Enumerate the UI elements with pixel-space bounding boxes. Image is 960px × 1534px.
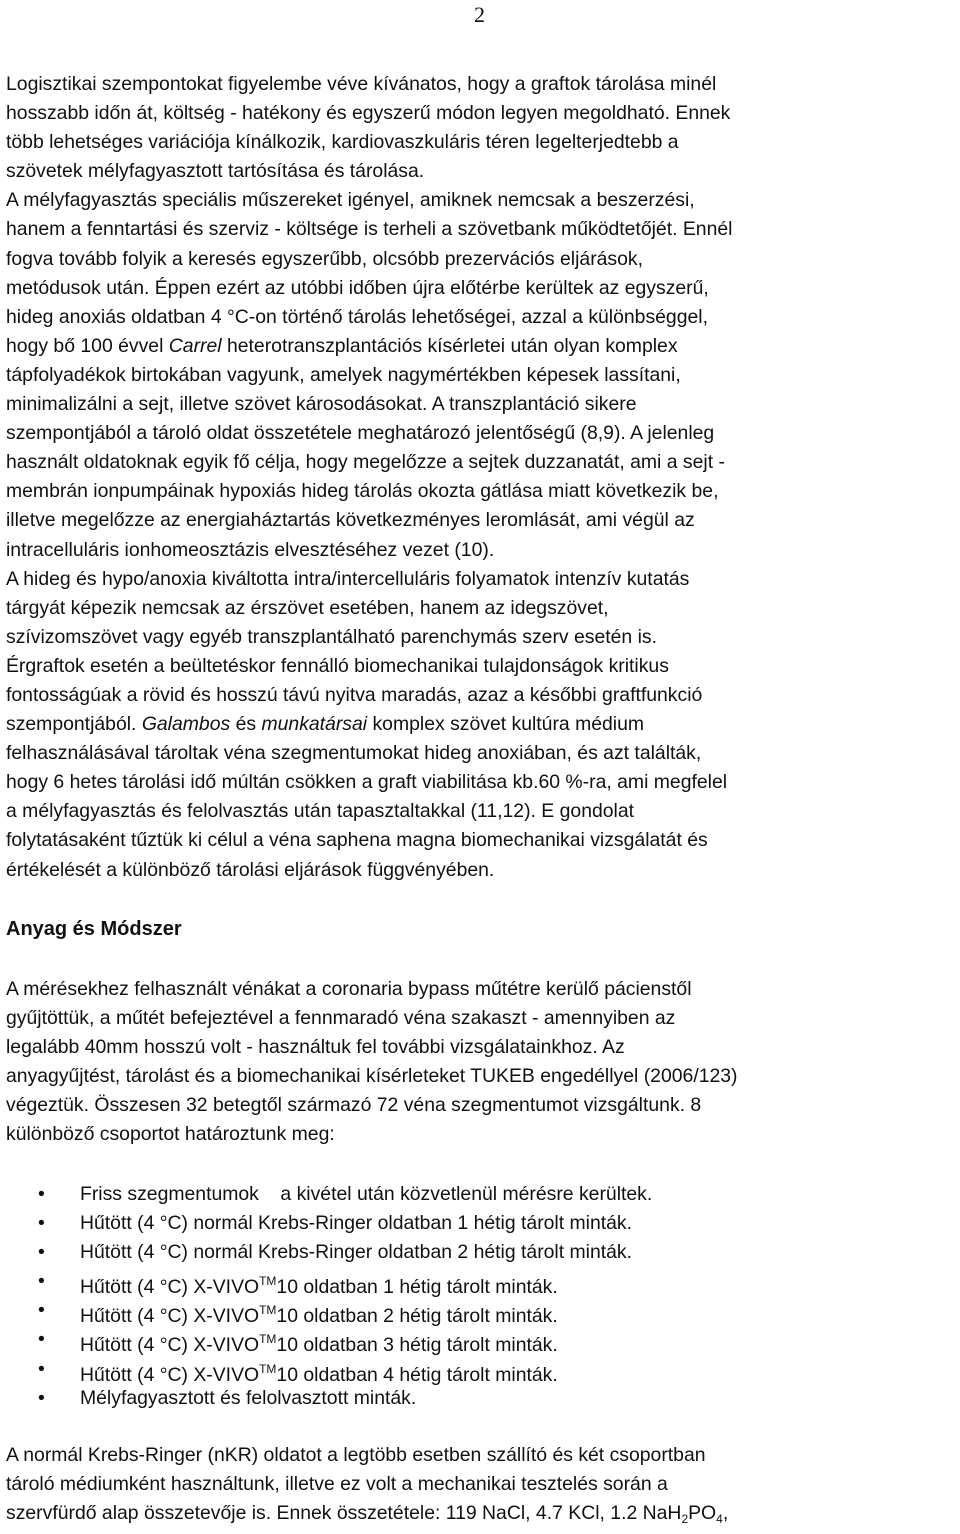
trademark-superscript: TM	[259, 1361, 277, 1376]
list-item	[0, 1355, 960, 1384]
text-run: 10 oldatban 4 hétig tárolt minták.	[276, 1363, 558, 1386]
text-line: hogy 6 hetes tárolási idő múltán csökken a graft viabilitása kb.60 %-ra, ami megfelel	[6, 771, 728, 794]
list-item-text: Friss szegmentumok a kivétel után közvetlenül mérésre kerültek.	[80, 1183, 653, 1205]
text-run: szempontjából.	[6, 713, 142, 736]
text-line: folytatásaként tűztük ki célul a véna saphena magna biomechanikai vizsgálatát és	[6, 829, 708, 852]
page-number: 2	[474, 2, 485, 27]
paragraph-methods	[6, 975, 954, 1150]
text-line: illetve megelőzze az energiaháztartás következményes leromlását, ami végül az	[6, 509, 695, 532]
group-list	[0, 1180, 960, 1413]
text-line: végeztük. Összesen 32 betegtől származó 72 véna szegmentumot vizsgáltunk. 8	[6, 1094, 702, 1117]
text-line: A normál Krebs-Ringer (nKR) oldatot a legtöbb esetben szállító és két csoportban	[6, 1444, 706, 1466]
text-line: A hideg és hypo/anoxia kiváltotta intra/intercelluláris folyamatok intenzív kutatás	[6, 567, 690, 590]
text-run: Hűtött (4 °C) X-VIVO	[80, 1363, 260, 1386]
text-line: értékelését a különböző tárolási eljárások függvényében.	[6, 858, 495, 881]
subscript: 2	[681, 1512, 689, 1527]
text-line: hosszabb időn át, költség - hatékony és egyszerű módon legyen megoldható. Ennek	[6, 102, 731, 125]
list-item	[0, 1296, 960, 1328]
author-name-munkatarsai: munkatársai	[261, 713, 368, 736]
text-line: tárgyát képezik nemcsak az érszövet esetében, hanem az idegszövet,	[6, 596, 609, 619]
bullet-icon: •	[38, 1212, 45, 1235]
text-line: hanem a fenntartási és szerviz - költsége is terheli a szövetbank működtetőjét. Ennél	[6, 218, 733, 241]
list-item-text: Hűtött (4 °C) normál Krebs-Ringer oldatban 1 hétig tárolt minták.	[80, 1212, 633, 1235]
text-line: különböző csoportot határoztunk meg:	[6, 1123, 335, 1146]
text-line: intracelluláris ionhomeosztázis elvesztéséhez vezet (10).	[6, 538, 495, 561]
text-line	[6, 710, 954, 739]
text-line: A mélyfagyasztás speciális műszereket igényel, amiknek nemcsak a beszerzési,	[6, 189, 695, 212]
text-run: Hűtött (4 °C) X-VIVO	[80, 1334, 260, 1357]
trademark-superscript: TM	[259, 1274, 277, 1289]
text-line: felhasználásával tároltak véna szegmentumokat hideg anoxiában, és azt találták,	[6, 742, 702, 765]
trademark-superscript: TM	[259, 1332, 277, 1347]
text-run: 10 oldatban 3 hétig tárolt minták.	[276, 1334, 558, 1357]
text-line: membrán ionpumpáinak hypoxiás hideg tárolás okozta gátlása miatt következik be,	[6, 480, 719, 503]
bullet-icon: •	[38, 1299, 45, 1322]
text-line: hideg anoxiás oldatban 4 °C-on történő tárolás lehetőségei, azzal a különbséggel,	[6, 305, 708, 328]
text-line: szövetek mélyfagyasztott tartósítása és tárolása.	[6, 160, 425, 183]
text-run: ,	[722, 1502, 729, 1525]
bullet-icon: •	[38, 1328, 45, 1351]
text-line: minimalizálni a sejt, illetve szövet károsodásokat. A transzplantáció sikere	[6, 393, 637, 416]
text-run: és	[230, 713, 262, 736]
paragraph-solution	[6, 1441, 954, 1528]
list-item-text: Mélyfagyasztott és felolvasztott minták.	[80, 1386, 417, 1409]
text-run: 10 oldatban 2 hétig tárolt minták.	[276, 1305, 558, 1328]
bullet-icon: •	[38, 1357, 45, 1380]
text-line: anyagyűjtést, tárolást és a biomechanikai kísérleteket TUKEB engedéllyel (2006/123)	[6, 1065, 738, 1088]
text-run: Hűtött (4 °C) X-VIVO	[80, 1276, 260, 1299]
bullet-icon: •	[38, 1241, 45, 1264]
text-run: Hűtött (4 °C) X-VIVO	[80, 1305, 260, 1328]
text-line: tápfolyadékok birtokában vagyunk, amelyek nagymértékben képesek lassítani,	[6, 363, 681, 386]
list-item	[0, 1238, 960, 1267]
section-heading: Anyag és Módszer	[6, 918, 182, 940]
subscript: 4	[716, 1512, 723, 1527]
trademark-superscript: TM	[259, 1303, 277, 1318]
text-line: gyűjtöttük, a műtét befejeztével a fennmaradó véna szakaszt - amennyiben az	[6, 1007, 676, 1030]
text-line: metódusok után. Éppen ezért az utóbbi időben újra előtérbe kerültek az egyszerű,	[6, 276, 709, 299]
text-run: 10 oldatban 1 hétig tárolt minták.	[276, 1276, 558, 1299]
list-item	[0, 1267, 960, 1299]
list-item	[0, 1209, 960, 1238]
text-line: fontosságúak a rövid és hosszú távú nyitva maradás, azaz a későbbi graftfunkció	[6, 683, 703, 706]
text-line: a mélyfagyasztás és felolvasztás után tapasztaltakkal (11,12). E gondolat	[6, 800, 635, 823]
text-line: használt oldatoknak egyik fő célja, hogy megelőzze a sejtek duzzanatát, ami a sejt -	[6, 451, 725, 474]
text-run: heterotranszplantációs kísérletei után olyan komplex	[221, 334, 678, 357]
author-name-carrel: Carrel	[168, 334, 222, 357]
text-line: Logisztikai szempontokat figyelembe véve kívánatos, hogy a graftok tárolása minél	[6, 73, 717, 95]
list-item	[0, 1180, 960, 1209]
text-line: szívizomszövet vagy egyéb transzplantálható parenchymás szerv esetén is.	[6, 625, 657, 648]
bullet-icon: •	[38, 1386, 45, 1409]
text-run: hogy bő 100 évvel	[6, 334, 169, 357]
text-line: legalább 40mm hosszú volt - használtuk fel további vizsgálatainkhoz. Az	[6, 1036, 625, 1059]
bullet-icon: •	[38, 1183, 45, 1205]
text-line	[6, 332, 954, 361]
text-run: komplex szövet kultúra médium	[367, 713, 645, 736]
list-item	[0, 1325, 960, 1357]
text-line: fogva tovább folyik a keresés egyszerűbb, olcsóbb prezervációs eljárások,	[6, 247, 643, 270]
list-item-text: Hűtött (4 °C) normál Krebs-Ringer oldatban 2 hétig tárolt minták.	[80, 1241, 633, 1264]
paragraph-introduction	[6, 70, 954, 885]
text-line: A mérésekhez felhasznált vénákat a coronaria bypass műtétre kerülő pácienstől	[6, 978, 692, 1000]
text-line	[6, 1499, 954, 1528]
text-run: szervfürdő alap összetevője is. Ennek összetétele: 119 NaCl, 4.7 KCl, 1.2 NaH	[6, 1502, 682, 1525]
text-line: szempontjából a tároló oldat összetétele meghatározó jelentőségű (8,9). A jelenleg	[6, 422, 715, 445]
text-line: Érgraftok esetén a beültetéskor fennálló biomechanikai tulajdonságok kritikus	[6, 654, 669, 677]
bullet-icon: •	[38, 1270, 45, 1293]
author-name-galambos: Galambos	[141, 713, 231, 736]
text-run: PO	[688, 1502, 717, 1525]
text-line: tároló médiumként használtunk, illetve ez volt a mechanikai tesztelés során a	[6, 1473, 668, 1496]
list-item	[0, 1384, 960, 1413]
text-line: több lehetséges variációja kínálkozik, kardiovaszkuláris téren legelterjedtebb a	[6, 131, 679, 154]
